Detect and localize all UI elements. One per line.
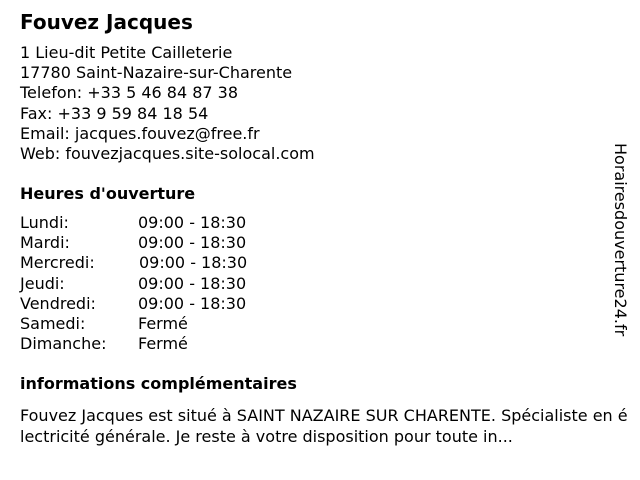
day-label: Vendredi: [20,293,96,313]
address-line-2: 17780 Saint-Nazaire-sur-Charente [20,63,293,83]
day-label: Mardi: [20,233,70,253]
hours-heading: Heures d'ouverture [20,184,196,203]
time-range: 09:00 - 18:30 [138,213,247,232]
day-label: Dimanche: [20,334,107,354]
day-label: Lundi: [20,213,69,232]
site-brand-watermark: Horairesdouverture24.fr [611,143,630,337]
address-line-1: 1 Lieu-dit Petite Cailleterie [20,43,233,62]
time-range: 09:00 - 18:30 [138,233,247,253]
time-range: Fermé [138,334,188,354]
day-label: Jeudi: [20,273,65,293]
website-url: Web: fouvezjacques.site-solocal.com [20,144,315,164]
day-label: Samedi: [20,313,86,333]
fax-number: Fax: +33 9 59 84 18 54 [20,103,209,123]
time-range: 09:00 - 18:30 [139,253,248,273]
info-heading: informations complémentaires [20,374,297,393]
email-address: Email: jacques.fouvez@free.fr [20,123,260,143]
time-range: 09:00 - 18:30 [138,273,247,293]
phone-number: Telefon: +33 5 46 84 87 38 [20,83,239,103]
contact-block [20,43,315,164]
day-label: Mercredi: [20,253,95,273]
time-range: Fermé [138,313,188,333]
business-name: Fouvez Jacques [20,10,193,34]
time-range: 09:00 - 18:30 [138,293,247,313]
info-description: Fouvez Jacques est situé à SAINT NAZAIRE SUR CHARENTE. Spécialiste en électricité générale. Je reste à votre disposition pour toute in... [20,406,628,446]
